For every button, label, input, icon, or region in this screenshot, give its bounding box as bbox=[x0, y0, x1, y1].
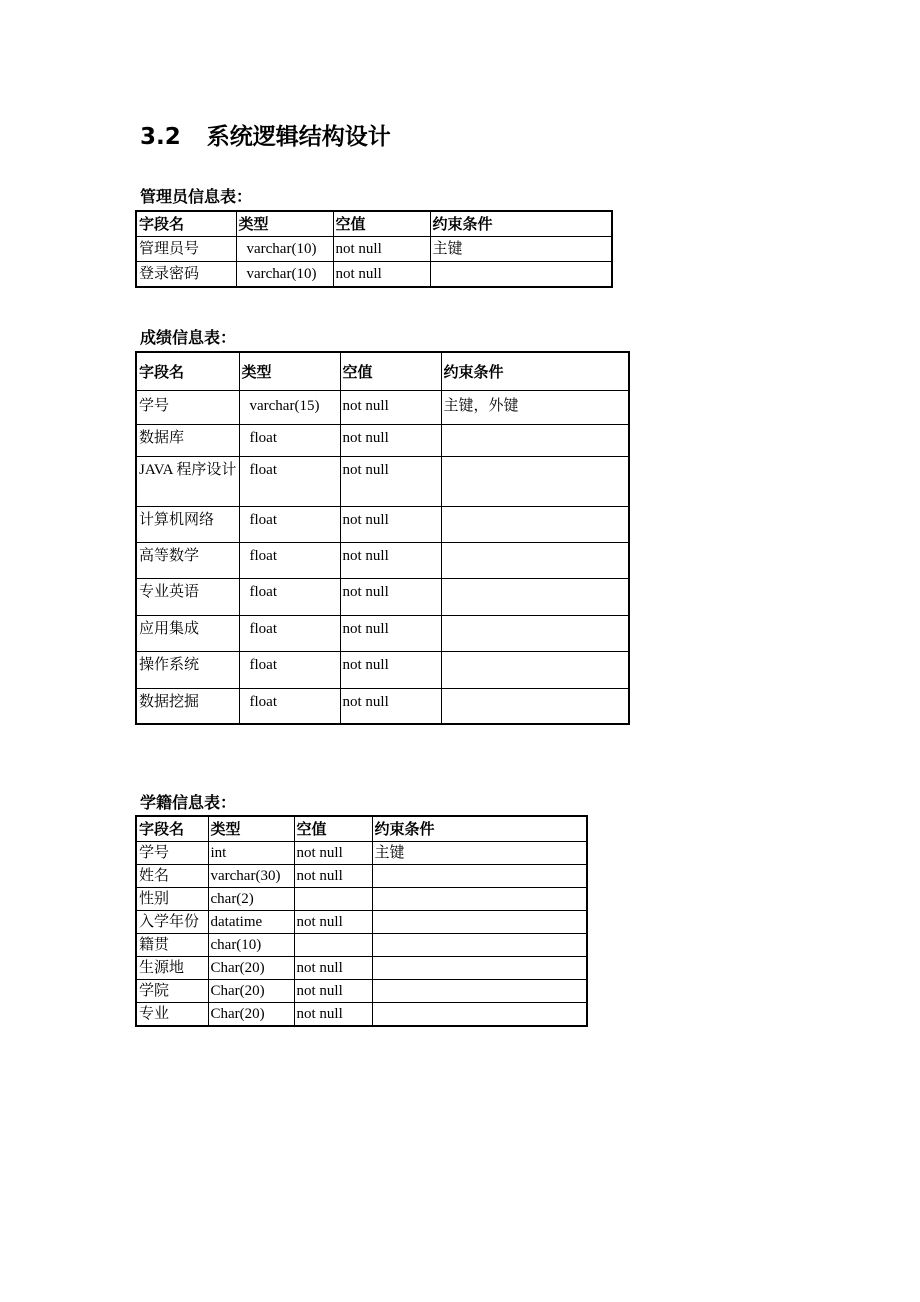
table-cell: 主键 bbox=[372, 842, 587, 865]
table-cell: not null bbox=[340, 651, 441, 688]
table-cell: JAVA 程序设计 bbox=[136, 456, 239, 506]
header-cell: 空值 bbox=[340, 352, 441, 390]
header-cell: 字段名 bbox=[136, 816, 208, 842]
table-cell: Char(20) bbox=[208, 957, 294, 980]
table-row bbox=[136, 506, 629, 542]
header-cell: 字段名 bbox=[136, 352, 239, 390]
table-cell bbox=[441, 651, 629, 688]
table-cell bbox=[372, 957, 587, 980]
section-title: 系统逻辑结构设计 bbox=[206, 124, 391, 150]
table-cell bbox=[372, 980, 587, 1003]
table-cell bbox=[372, 911, 587, 934]
table-row bbox=[136, 688, 629, 724]
table-cell: 主键，外键 bbox=[441, 390, 629, 424]
header-cell: 类型 bbox=[236, 211, 333, 237]
table-cell: 操作系统 bbox=[136, 651, 239, 688]
table-cell: 入学年份 bbox=[136, 911, 208, 934]
table-cell bbox=[294, 934, 372, 957]
student-table bbox=[135, 815, 588, 1027]
table-cell: not null bbox=[294, 911, 372, 934]
table-cell: 高等数学 bbox=[136, 542, 239, 578]
table-row bbox=[136, 456, 629, 506]
table-cell: 专业 bbox=[136, 1003, 208, 1027]
table-cell: 登录密码 bbox=[136, 262, 236, 288]
table-row bbox=[136, 957, 587, 980]
table-cell: varchar(10) bbox=[236, 262, 333, 288]
header-cell: 字段名 bbox=[136, 211, 236, 237]
table-row bbox=[136, 888, 587, 911]
table-row bbox=[136, 578, 629, 615]
header-cell: 空值 bbox=[333, 211, 430, 237]
table-cell: 数据挖掘 bbox=[136, 688, 239, 724]
table-cell bbox=[441, 506, 629, 542]
table-cell: 应用集成 bbox=[136, 615, 239, 651]
table-cell: float bbox=[239, 424, 340, 456]
header-cell: 类型 bbox=[239, 352, 340, 390]
table-row bbox=[136, 934, 587, 957]
table-cell: float bbox=[239, 578, 340, 615]
table-row bbox=[136, 842, 587, 865]
table-cell: not null bbox=[333, 237, 430, 262]
table-cell: 籍贯 bbox=[136, 934, 208, 957]
table-cell: not null bbox=[340, 542, 441, 578]
table-cell: int bbox=[208, 842, 294, 865]
table-row bbox=[136, 424, 629, 456]
table-cell: 数据库 bbox=[136, 424, 239, 456]
table-row bbox=[136, 390, 629, 424]
table-cell: varchar(10) bbox=[236, 237, 333, 262]
table-row bbox=[136, 237, 612, 262]
table-cell: float bbox=[239, 506, 340, 542]
table-cell bbox=[441, 424, 629, 456]
table-cell: 计算机网络 bbox=[136, 506, 239, 542]
table-cell: Char(20) bbox=[208, 1003, 294, 1027]
table-header-row bbox=[136, 211, 612, 237]
table-cell: float bbox=[239, 651, 340, 688]
table-header-row bbox=[136, 816, 587, 842]
table-cell: not null bbox=[294, 1003, 372, 1027]
header-cell: 类型 bbox=[208, 816, 294, 842]
section-number: 3.2 bbox=[140, 124, 181, 150]
table-cell: 专业英语 bbox=[136, 578, 239, 615]
table-cell bbox=[372, 865, 587, 888]
table-cell: float bbox=[239, 542, 340, 578]
table-row bbox=[136, 980, 587, 1003]
admin-table-caption: 管理员信息表： bbox=[140, 187, 253, 206]
table-cell: char(2) bbox=[208, 888, 294, 911]
table-cell: not null bbox=[294, 842, 372, 865]
student-table-caption: 学籍信息表： bbox=[140, 793, 237, 812]
table-cell bbox=[294, 888, 372, 911]
table-cell: varchar(30) bbox=[208, 865, 294, 888]
table-cell: char(10) bbox=[208, 934, 294, 957]
table-cell: not null bbox=[340, 390, 441, 424]
table-cell: 姓名 bbox=[136, 865, 208, 888]
table-cell bbox=[372, 888, 587, 911]
table-row bbox=[136, 262, 612, 288]
table-row bbox=[136, 865, 587, 888]
table-cell: not null bbox=[294, 957, 372, 980]
table-cell: not null bbox=[294, 980, 372, 1003]
table-cell: float bbox=[239, 456, 340, 506]
header-cell: 约束条件 bbox=[430, 211, 612, 237]
table-cell: 学院 bbox=[136, 980, 208, 1003]
table-cell: 性别 bbox=[136, 888, 208, 911]
table-row bbox=[136, 615, 629, 651]
table-cell bbox=[430, 262, 612, 288]
table-cell bbox=[441, 688, 629, 724]
table-cell: float bbox=[239, 688, 340, 724]
table-cell: 主键 bbox=[430, 237, 612, 262]
table-cell: Char(20) bbox=[208, 980, 294, 1003]
section-heading bbox=[140, 118, 391, 151]
table-cell bbox=[441, 578, 629, 615]
table-cell: not null bbox=[340, 456, 441, 506]
header-cell: 空值 bbox=[294, 816, 372, 842]
table-cell: 学号 bbox=[136, 842, 208, 865]
table-cell: varchar(15) bbox=[239, 390, 340, 424]
table-cell: not null bbox=[333, 262, 430, 288]
table-cell bbox=[441, 615, 629, 651]
admin-table bbox=[135, 210, 613, 288]
table-row bbox=[136, 911, 587, 934]
header-cell: 约束条件 bbox=[372, 816, 587, 842]
table-cell: float bbox=[239, 615, 340, 651]
table-cell bbox=[441, 456, 629, 506]
table-row bbox=[136, 651, 629, 688]
table-row bbox=[136, 542, 629, 578]
table-cell bbox=[441, 542, 629, 578]
score-table-caption: 成绩信息表： bbox=[140, 328, 237, 347]
table-cell: not null bbox=[340, 424, 441, 456]
table-cell: 学号 bbox=[136, 390, 239, 424]
table-cell: not null bbox=[340, 615, 441, 651]
table-cell: not null bbox=[340, 688, 441, 724]
table-cell: not null bbox=[340, 506, 441, 542]
header-cell: 约束条件 bbox=[441, 352, 629, 390]
table-cell: 管理员号 bbox=[136, 237, 236, 262]
table-row bbox=[136, 1003, 587, 1027]
table-cell: not null bbox=[294, 865, 372, 888]
score-table bbox=[135, 351, 630, 725]
table-cell bbox=[372, 934, 587, 957]
table-cell bbox=[372, 1003, 587, 1027]
table-cell: not null bbox=[340, 578, 441, 615]
table-header-row bbox=[136, 352, 629, 390]
table-cell: 生源地 bbox=[136, 957, 208, 980]
table-cell: datatime bbox=[208, 911, 294, 934]
